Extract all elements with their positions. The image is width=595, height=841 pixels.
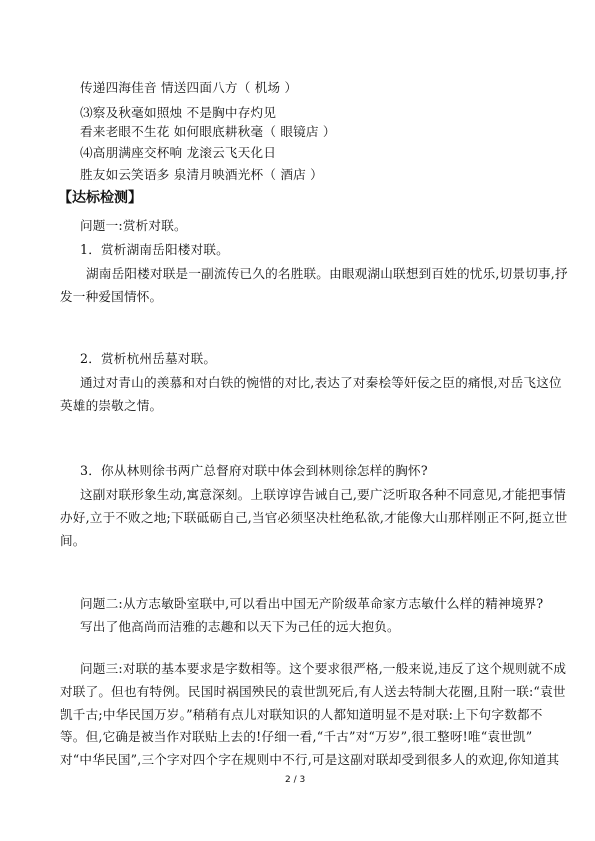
section-heading: 【达标检测】	[58, 190, 142, 206]
question-heading: 问题一:赏析对联。	[80, 218, 187, 233]
question-item: 3．你从林则徐书两广总督府对联中体会到林则徐怎样的胸怀?	[80, 463, 428, 478]
answer-text: 英雄的崇敬之情。	[60, 398, 163, 413]
couplet-line: 胜友如云笑语多 泉清月映酒光杯（ 酒店 ）	[80, 167, 323, 182]
question-heading: 问题三:对联的基本要求是字数相等。这个要求很严格,一般来说,违反了这个规则就不成	[80, 661, 567, 676]
paragraph-line: 等。但,它确是被当作对联贴上去的!仔细一看,“千古”对“万岁”,很工整呀!唯“袁世凯”	[60, 729, 533, 744]
couplet-line: ⑶察及秋毫如照烛 不是胸中存灼见	[80, 105, 277, 120]
answer-text: 通过对青山的羡慕和对白铁的惋惜的对比,表达了对秦桧等奸佞之臣的痛恨,对岳飞这位	[80, 375, 562, 390]
answer-text: 间。	[60, 533, 86, 548]
couplet-line: 传递四海佳音 情送四面八方（ 机场 ）	[80, 80, 298, 95]
answer-text: 发一种爱国情怀。	[60, 289, 163, 304]
answer-text: 写出了他高尚而洁雅的志趣和以天下为己任的远大抱负。	[80, 619, 400, 634]
paragraph-line: 对“中华民国”,三个字对四个字在规则中不行,可是这副对联却受到很多人的欢迎,你知道其	[60, 752, 560, 767]
answer-text: 湖南岳阳楼对联是一副流传已久的名胜联。由眼观湖山联想到百姓的忧乐,切景切事,抒	[86, 266, 568, 281]
question-heading: 问题二:从方志敏卧室联中,可以看出中国无产阶级革命家方志敏什么样的精神境界?	[80, 596, 544, 611]
couplet-line: ⑷高朋满座交杯响 龙滚云飞天化日	[80, 145, 277, 160]
couplet-line: 看来老眼不生花 如何眼底耕秋毫（ 眼镜店 ）	[80, 124, 336, 139]
answer-text: 办好,立于不败之地;下联砥砺自己,当官必须坚决杜绝私欲,才能像大山那样刚正不阿,挺立世	[60, 510, 568, 525]
question-item: 2．赏析杭州岳墓对联。	[80, 351, 217, 366]
answer-text: 这副对联形象生动,寓意深刻。上联谆谆告诫自己,要广泛听取各种不同意见,才能把事情	[80, 487, 566, 502]
paragraph-line: 凯千古;中华民国万岁。”稍稍有点儿对联知识的人都知道明显不是对联:上下句字数都不	[60, 707, 543, 722]
paragraph-line: 对联了。但也有特例。民国时祸国殃民的袁世凯死后,有人送去特制大花圈,且附一联:“袁世	[60, 684, 566, 699]
question-item: 1．赏析湖南岳阳楼对联。	[80, 242, 229, 257]
page-number: 2 / 3	[285, 775, 306, 785]
